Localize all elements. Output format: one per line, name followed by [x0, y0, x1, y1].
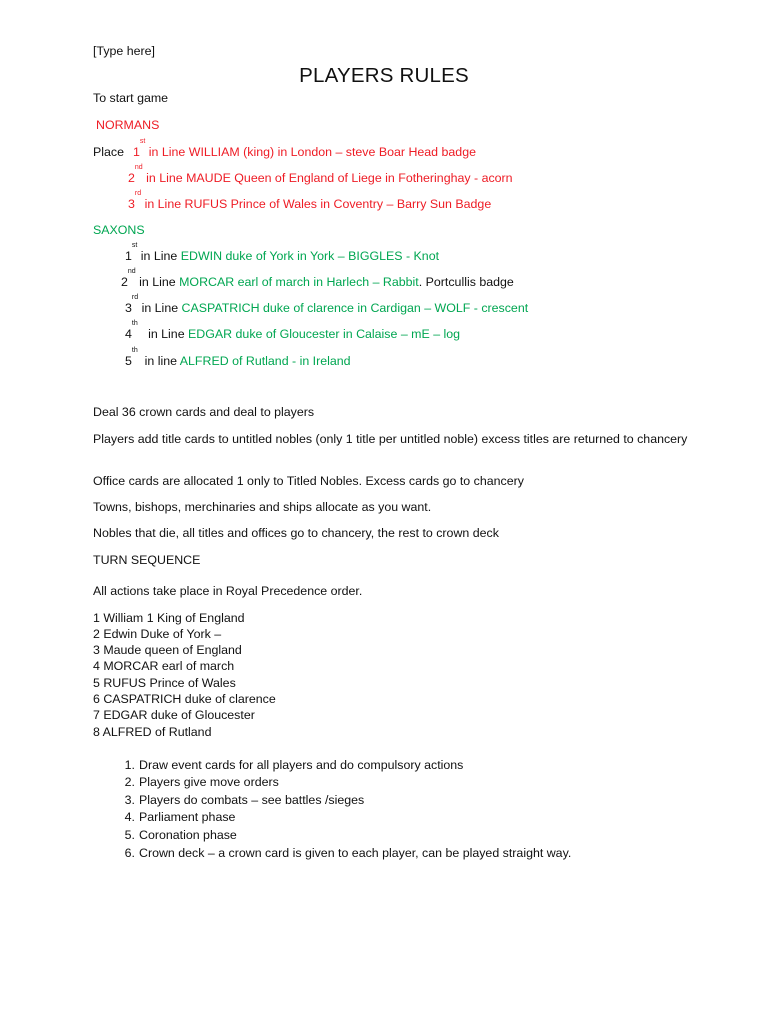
precedence-item: 3 Maude queen of England	[93, 643, 242, 657]
line-number: 1	[133, 145, 140, 159]
line-text: CASPATRICH duke of clarence in Cardigan – WOLF - crescent	[178, 301, 529, 315]
ordinal: rd	[131, 294, 139, 301]
step-number: 6.	[124, 846, 135, 860]
line-prefix: in line	[137, 354, 178, 368]
line-number: 4	[125, 327, 132, 341]
precedence-item: 2 Edwin Duke of York –	[93, 627, 222, 641]
line-suffix: . Portcullis badge	[418, 275, 514, 289]
saxons-line-3	[125, 294, 529, 316]
saxons-line-5	[125, 347, 351, 369]
line-text: in Line RUFUS Prince of Wales in Coventry – Barry Sun Badge	[141, 197, 492, 211]
order-intro: All actions take place in Royal Precedence order.	[93, 584, 363, 598]
step-number: 1.	[124, 758, 135, 772]
precedence-item: 1 William 1 King of England	[93, 611, 245, 625]
ordinal: nd	[127, 268, 136, 275]
line-number: 1	[125, 249, 132, 263]
header-placeholder: [Type here]	[93, 44, 155, 58]
turn-sequence-heading: TURN SEQUENCE	[93, 553, 201, 567]
page-title: PLAYERS RULES	[299, 64, 469, 87]
setup-paragraph: Office cards are allocated 1 only to Titled Nobles. Excess cards go to chancery	[93, 474, 524, 488]
step-number: 5.	[124, 828, 135, 842]
precedence-item: 8 ALFRED of Rutland	[93, 725, 212, 739]
line-number: 3	[125, 301, 132, 315]
step-text: Players give move orders	[139, 775, 279, 789]
saxons-heading: SAXONS	[93, 223, 145, 237]
normans-line-1	[93, 138, 476, 160]
line-text: in Line MAUDE Queen of England of Liege in Fotheringhay - acorn	[142, 171, 513, 185]
step-text: Draw event cards for all players and do compulsory actions	[139, 758, 464, 772]
setup-paragraph: Towns, bishops, merchinaries and ships allocate as you want.	[93, 500, 432, 514]
line-text: in Line WILLIAM (king) in London – steve Boar Head badge	[145, 145, 476, 159]
setup-paragraph: Nobles that die, all titles and offices go to chancery, the rest to crown deck	[93, 526, 499, 540]
ordinal: rd	[134, 190, 142, 197]
saxons-line-4	[125, 320, 461, 342]
line-prefix: in Line	[137, 249, 178, 263]
saxons-line-1	[125, 242, 440, 264]
place-label: Place	[93, 145, 124, 159]
line-text: MORCAR earl of march in Harlech – Rabbit	[175, 275, 419, 289]
line-text: ALFRED of Rutland - in Ireland	[177, 354, 351, 368]
setup-paragraph: Deal 36 crown cards and deal to players	[93, 405, 315, 419]
normans-heading: NORMANS	[96, 118, 160, 132]
ordinal: nd	[134, 164, 143, 171]
line-number: 2	[121, 275, 128, 289]
ordinal: st	[139, 138, 146, 145]
normans-line-3	[128, 190, 492, 212]
line-text: EDWIN duke of York in York – BIGGLES - Knot	[177, 249, 440, 263]
intro-text: To start game	[93, 91, 169, 105]
line-prefix: in Line	[135, 275, 176, 289]
precedence-item: 6 CASPATRICH duke of clarence	[93, 692, 276, 706]
ordinal: th	[131, 320, 138, 327]
line-number: 3	[128, 197, 135, 211]
line-prefix: in Line	[137, 327, 185, 341]
step-number: 2.	[124, 775, 135, 789]
step-text: Crown deck – a crown card is given to each player, can be played straight way.	[139, 846, 572, 860]
step-text: Players do combats – see battles /sieges	[139, 793, 365, 807]
line-prefix: in Line	[138, 301, 179, 315]
step-text: Coronation phase	[139, 828, 237, 842]
step-text: Parliament phase	[139, 810, 236, 824]
ordinal: th	[131, 347, 138, 354]
ordinal: st	[131, 242, 138, 249]
precedence-item: 7 EDGAR duke of Gloucester	[93, 708, 255, 722]
precedence-item: 4 MORCAR earl of march	[93, 659, 235, 673]
normans-line-2	[128, 164, 513, 186]
line-text: EDGAR duke of Gloucester in Calaise – mE – log	[184, 327, 461, 341]
precedence-item: 5 RUFUS Prince of Wales	[93, 676, 236, 690]
line-number: 2	[128, 171, 135, 185]
setup-paragraph: Players add title cards to untitled nobles (only 1 title per untitled noble) excess titles are returned to chancery	[93, 432, 688, 446]
line-number: 5	[125, 354, 132, 368]
step-number: 4.	[124, 810, 135, 824]
saxons-line-2	[121, 268, 514, 290]
step-number: 3.	[124, 793, 135, 807]
